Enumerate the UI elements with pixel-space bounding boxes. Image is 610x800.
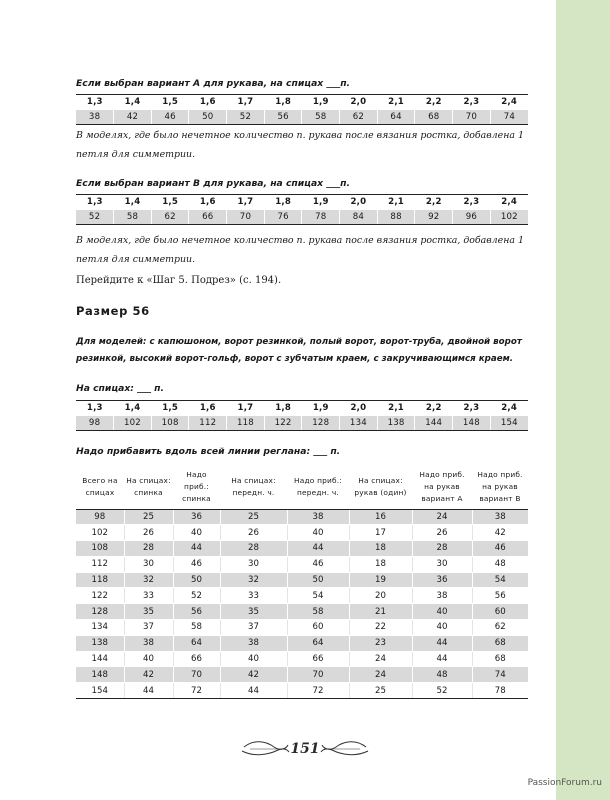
table-cell: 66 — [173, 651, 220, 667]
table-cell: 42 — [472, 525, 528, 541]
gauge-value-cell: 138 — [377, 416, 415, 431]
table-cell: 40 — [287, 525, 349, 541]
table-cell: 128 — [76, 604, 124, 620]
table-cell: 68 — [472, 635, 528, 651]
gauge-header-cell: 2,1 — [377, 195, 415, 210]
table-cell: 32 — [124, 572, 173, 588]
table-cell: 36 — [412, 572, 472, 588]
table-cell: 26 — [220, 525, 287, 541]
table-cell: 48 — [412, 667, 472, 683]
raglan-heading: Надо прибавить вдоль всей линии реглана: ___ п. — [76, 446, 341, 457]
gauge-header-cell: 1,8 — [264, 401, 302, 416]
table-cell: 78 — [472, 683, 528, 699]
gauge-header-cell: 1,4 — [114, 195, 152, 210]
table-row — [76, 635, 528, 651]
gauge-header-cell: 1,5 — [151, 195, 189, 210]
gauge-header-cell: 2,0 — [340, 401, 378, 416]
gauge-value-cell: 134 — [340, 416, 378, 431]
table-cell: 46 — [287, 556, 349, 572]
table-cell: 37 — [220, 620, 287, 636]
raglan-column-header: Надо приб. на рукав вариант В — [472, 465, 528, 509]
gauge-value-cell: 52 — [76, 210, 114, 225]
raglan-column-header: Всего на спицах — [76, 465, 124, 509]
table-row — [76, 588, 528, 604]
table-row — [76, 683, 528, 699]
table-row — [76, 556, 528, 572]
table-cell: 40 — [124, 651, 173, 667]
table-cell: 144 — [76, 651, 124, 667]
gauge-value-cell: 144 — [415, 416, 453, 431]
table-cell: 28 — [412, 541, 472, 557]
gauge-value-cell: 92 — [415, 210, 453, 225]
table-cell: 44 — [173, 541, 220, 557]
gauge-header-cell: 1,4 — [114, 95, 152, 110]
gauge-header-cell: 1,3 — [76, 95, 114, 110]
gauge-value-cell: 102 — [490, 210, 528, 225]
raglan-column-header: Надо приб.: передн. ч. — [287, 465, 349, 509]
raglan-column-header: На спицах: спинка — [124, 465, 173, 509]
gauge-header-cell: 2,2 — [415, 195, 453, 210]
table-cell: 18 — [349, 541, 412, 557]
table-cell: 18 — [349, 556, 412, 572]
page-footer — [240, 735, 370, 763]
gauge-header-cell: 2,4 — [490, 95, 528, 110]
gauge-header-cell: 2,1 — [377, 95, 415, 110]
table-cell: 122 — [76, 588, 124, 604]
gauge-header-row — [76, 195, 528, 210]
table-cell: 118 — [76, 572, 124, 588]
gauge-header-cell: 1,9 — [302, 401, 340, 416]
gauge-header-cell: 1,9 — [302, 195, 340, 210]
table-cell: 68 — [472, 651, 528, 667]
gauge-header-cell: 2,1 — [377, 401, 415, 416]
raglan-table — [76, 465, 528, 699]
table-cell: 58 — [173, 620, 220, 636]
section-a-heading: Если выбран вариант А для рукава, на спицах ___п. — [76, 78, 351, 89]
gauge-table-c — [76, 400, 528, 431]
gauge-value-cell: 76 — [264, 210, 302, 225]
table-cell: 44 — [124, 683, 173, 699]
gauge-value-cell: 70 — [227, 210, 265, 225]
table-cell: 42 — [124, 667, 173, 683]
table-row — [76, 651, 528, 667]
table-row — [76, 525, 528, 541]
table-cell: 58 — [287, 604, 349, 620]
gauge-header-cell: 1,3 — [76, 401, 114, 416]
table-cell: 28 — [220, 541, 287, 557]
watermark: PassionForum.ru — [527, 778, 602, 788]
table-cell: 60 — [287, 620, 349, 636]
table-cell: 23 — [349, 635, 412, 651]
table-cell: 22 — [349, 620, 412, 636]
gauge-value-cell: 64 — [377, 110, 415, 125]
gauge-header-cell: 1,7 — [227, 401, 265, 416]
section-c-heading: На спицах: ___ п. — [76, 383, 164, 394]
table-row — [76, 667, 528, 683]
table-cell: 148 — [76, 667, 124, 683]
table-cell: 35 — [124, 604, 173, 620]
gauge-value-cell: 38 — [76, 110, 114, 125]
table-cell: 38 — [124, 635, 173, 651]
table-cell: 64 — [173, 635, 220, 651]
table-cell: 72 — [287, 683, 349, 699]
table-cell: 108 — [76, 541, 124, 557]
table-cell: 40 — [173, 525, 220, 541]
gauge-value-cell: 148 — [453, 416, 491, 431]
table-cell: 54 — [472, 572, 528, 588]
table-cell: 38 — [412, 588, 472, 604]
table-row — [76, 541, 528, 557]
table-cell: 154 — [76, 683, 124, 699]
table-cell: 72 — [173, 683, 220, 699]
table-cell: 56 — [472, 588, 528, 604]
table-cell: 24 — [349, 667, 412, 683]
table-row — [76, 509, 528, 525]
table-cell: 26 — [412, 525, 472, 541]
gauge-header-cell: 1,6 — [189, 195, 227, 210]
table-cell: 50 — [287, 572, 349, 588]
gauge-value-cell: 154 — [490, 416, 528, 431]
table-cell: 25 — [124, 509, 173, 525]
table-cell: 46 — [472, 541, 528, 557]
section-b-heading: Если выбран вариант В для рукава, на спицах ___п. — [76, 178, 350, 189]
gauge-values-row — [76, 110, 528, 125]
gauge-header-cell: 1,7 — [227, 195, 265, 210]
table-cell: 33 — [124, 588, 173, 604]
gauge-values-row — [76, 210, 528, 225]
gauge-header-cell: 1,8 — [264, 95, 302, 110]
table-cell: 46 — [173, 556, 220, 572]
table-cell: 25 — [349, 683, 412, 699]
gauge-header-cell: 2,4 — [490, 195, 528, 210]
table-cell: 30 — [412, 556, 472, 572]
gauge-header-cell: 2,3 — [453, 401, 491, 416]
gauge-header-cell: 2,2 — [415, 95, 453, 110]
gauge-header-cell: 1,7 — [227, 95, 265, 110]
gauge-value-cell: 50 — [189, 110, 227, 125]
table-cell: 74 — [472, 667, 528, 683]
table-cell: 42 — [220, 667, 287, 683]
table-cell: 28 — [124, 541, 173, 557]
gauge-value-cell: 66 — [189, 210, 227, 225]
table-cell: 44 — [287, 541, 349, 557]
table-cell: 62 — [472, 620, 528, 636]
table-cell: 48 — [472, 556, 528, 572]
table-cell: 44 — [412, 635, 472, 651]
gauge-header-cell: 1,5 — [151, 95, 189, 110]
gauge-value-cell: 58 — [302, 110, 340, 125]
table-row — [76, 604, 528, 620]
table-cell: 44 — [220, 683, 287, 699]
table-cell: 102 — [76, 525, 124, 541]
table-cell: 36 — [173, 509, 220, 525]
table-cell: 38 — [472, 509, 528, 525]
table-cell: 32 — [220, 572, 287, 588]
gauge-header-cell: 2,0 — [340, 195, 378, 210]
gauge-value-cell: 58 — [114, 210, 152, 225]
gauge-value-cell: 118 — [227, 416, 265, 431]
table-cell: 35 — [220, 604, 287, 620]
raglan-column-header: Надо приб.: спинка — [173, 465, 220, 509]
table-cell: 60 — [472, 604, 528, 620]
gauge-value-cell: 88 — [377, 210, 415, 225]
table-cell: 44 — [412, 651, 472, 667]
gauge-header-cell: 2,2 — [415, 401, 453, 416]
table-cell: 24 — [349, 651, 412, 667]
gauge-header-cell: 2,0 — [340, 95, 378, 110]
models-description: Для моделей: с капюшоном, ворот резинкой, полый ворот, ворот-труба, двойной ворот резинкой, высокий ворот-гольф, ворот с зубчатым краем, с закручивающимся краем. — [76, 337, 522, 364]
table-cell: 37 — [124, 620, 173, 636]
table-cell: 40 — [412, 620, 472, 636]
gauge-value-cell: 128 — [302, 416, 340, 431]
table-cell: 56 — [173, 604, 220, 620]
table-row — [76, 620, 528, 636]
gauge-value-cell: 112 — [189, 416, 227, 431]
gauge-value-cell: 68 — [415, 110, 453, 125]
gauge-header-cell: 2,3 — [453, 195, 491, 210]
table-cell: 52 — [412, 683, 472, 699]
table-cell: 38 — [287, 509, 349, 525]
table-cell: 70 — [173, 667, 220, 683]
table-cell: 40 — [412, 604, 472, 620]
gauge-table-a — [76, 94, 528, 125]
table-cell: 138 — [76, 635, 124, 651]
gauge-value-cell: 122 — [264, 416, 302, 431]
table-cell: 50 — [173, 572, 220, 588]
table-cell: 25 — [220, 509, 287, 525]
gauge-header-cell: 1,8 — [264, 195, 302, 210]
raglan-column-header: На спицах: рукав (один) — [349, 465, 412, 509]
section-b-note: В моделях, где было нечетное количество п. рукава после вязания ростка, добавлена 1 петля для симметрии. — [76, 235, 524, 265]
gauge-value-cell: 52 — [227, 110, 265, 125]
gauge-value-cell: 56 — [264, 110, 302, 125]
table-cell: 134 — [76, 620, 124, 636]
table-cell: 70 — [287, 667, 349, 683]
gauge-header-cell: 2,3 — [453, 95, 491, 110]
table-row — [76, 572, 528, 588]
gauge-header-row — [76, 95, 528, 110]
table-cell: 19 — [349, 572, 412, 588]
table-cell: 64 — [287, 635, 349, 651]
table-cell: 26 — [124, 525, 173, 541]
gauge-value-cell: 108 — [151, 416, 189, 431]
table-cell: 54 — [287, 588, 349, 604]
table-cell: 30 — [220, 556, 287, 572]
gauge-value-cell: 46 — [151, 110, 189, 125]
goto-instruction: Перейдите к «Шаг 5. Подрез» (с. 194). — [76, 275, 282, 286]
table-cell: 40 — [220, 651, 287, 667]
gauge-value-cell: 96 — [453, 210, 491, 225]
table-cell: 52 — [173, 588, 220, 604]
table-cell: 21 — [349, 604, 412, 620]
gauge-value-cell: 84 — [340, 210, 378, 225]
gauge-header-cell: 1,6 — [189, 95, 227, 110]
gauge-values-row — [76, 416, 528, 431]
gauge-value-cell: 42 — [114, 110, 152, 125]
gauge-header-cell: 1,5 — [151, 401, 189, 416]
gauge-value-cell: 70 — [453, 110, 491, 125]
table-cell: 30 — [124, 556, 173, 572]
raglan-column-header: На спицах: передн. ч. — [220, 465, 287, 509]
gauge-header-cell: 2,4 — [490, 401, 528, 416]
gauge-header-cell: 1,3 — [76, 195, 114, 210]
table-cell: 66 — [287, 651, 349, 667]
gauge-header-cell: 1,9 — [302, 95, 340, 110]
table-cell: 33 — [220, 588, 287, 604]
gauge-header-row — [76, 401, 528, 416]
gauge-header-cell: 1,4 — [114, 401, 152, 416]
table-cell: 20 — [349, 588, 412, 604]
page-number: 151 — [290, 741, 320, 757]
gauge-value-cell: 74 — [490, 110, 528, 125]
gauge-table-b — [76, 194, 528, 225]
size-title: Размер 56 — [76, 304, 150, 318]
table-cell: 16 — [349, 509, 412, 525]
section-a-note: В моделях, где было нечетное количество п. рукава после вязания ростка, добавлена 1 петля для симметрии. — [76, 130, 524, 160]
table-cell: 98 — [76, 509, 124, 525]
gauge-value-cell: 98 — [76, 416, 114, 431]
side-color-strip — [556, 0, 610, 800]
gauge-header-cell: 1,6 — [189, 401, 227, 416]
raglan-header-row — [76, 465, 528, 509]
table-cell: 38 — [220, 635, 287, 651]
table-cell: 24 — [412, 509, 472, 525]
gauge-value-cell: 62 — [340, 110, 378, 125]
table-cell: 17 — [349, 525, 412, 541]
table-cell: 112 — [76, 556, 124, 572]
raglan-column-header: Надо приб. на рукав вариант А — [412, 465, 472, 509]
gauge-value-cell: 102 — [114, 416, 152, 431]
gauge-value-cell: 62 — [151, 210, 189, 225]
gauge-value-cell: 78 — [302, 210, 340, 225]
